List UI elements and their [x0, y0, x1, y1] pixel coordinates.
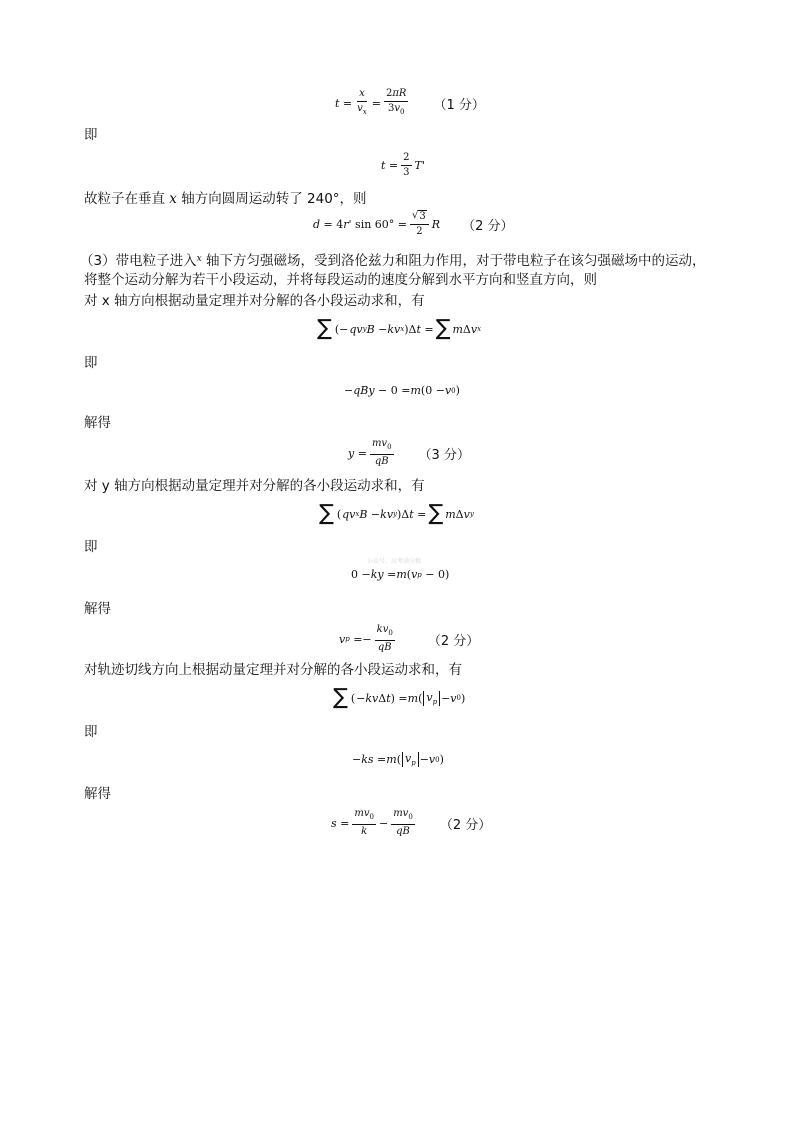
- equation-tangent-sum: ∑ ( − kv Δ t ) = m ( $v_p$ − v 0 ): [333, 685, 466, 710]
- equation-y-momentum-sum: ∑ ( qv x B − kv y )Δ t = ∑ m Δ v y: [319, 501, 474, 526]
- text-jiede-2: 解得: [84, 601, 111, 617]
- watermark: 公众号：高考满分精: [367, 558, 422, 565]
- equation-vp: v p =− $\frac{kv_0}{qB}$ （2 分）: [339, 624, 480, 653]
- equation-x-momentum-sum: ∑ (− qv y B − kv x )Δ t = ∑ m Δ v x: [317, 316, 482, 341]
- paragraph-x-momentum: 对 x 轴方向根据动量定理并对分解的各小段运动求和，有: [84, 293, 425, 309]
- text-jiede-3: 解得: [84, 786, 111, 802]
- paragraph-tangent-momentum: 对轨迹切线方向上根据动量定理并对分解的各小段运动求和，有: [84, 662, 462, 678]
- score-badge: （3 分）: [418, 447, 470, 463]
- text-jiede-1: 解得: [84, 415, 111, 431]
- text-ji-4: 即: [84, 724, 98, 740]
- equation-path-length: s = $\frac{mv_0}{k}$ − $\frac{mv_0}{qB}$ （2 分）: [331, 808, 492, 837]
- equation-y-result: 0 − ky = m ( v p − 0): [351, 568, 450, 581]
- equation-period: t = $\frac{2}{3}$ T ': [381, 152, 425, 178]
- score-badge: （2 分）: [439, 817, 492, 833]
- text-ji-3: 即: [84, 539, 98, 555]
- paragraph-y-momentum: 对 y 轴方向根据动量定理并对分解的各小段运动求和，有: [84, 478, 425, 494]
- text-rotation: 故粒子在垂直 x 轴方向圆周运动转了 240°，则: [84, 191, 367, 207]
- score-badge: （2 分）: [427, 633, 480, 649]
- equation-x-result: − qBy − 0 = m (0 − v 0 ): [344, 384, 460, 397]
- score-badge: （1 分）: [433, 97, 485, 113]
- equation-distance: d = 4 r ' sin 60° = √ 3 2 R （2 分）: [313, 210, 514, 237]
- equation-time: t = $\frac{x}{v_x}$ = $\frac{2\pi R}{3v_0}$ （1 分）: [335, 88, 485, 116]
- equation-tangent-result: − ks = m ( $v_p$ − v 0 ): [352, 752, 444, 767]
- text-ji-2: 即: [84, 355, 98, 371]
- score-badge: （2 分）: [462, 218, 514, 234]
- paragraph-part3-line2: 将整个运动分解为若干小段运动，并将每段运动的速度分解到水平方向和竖直方向，则: [84, 272, 597, 288]
- equation-y-displacement: y = $\frac{mv_0}{qB}$ （3 分）: [348, 438, 470, 467]
- paragraph-part3-line1: （3）带电粒子进入$^x$ 轴下方匀强磁场，受到洛伦兹力和阻力作用，对于带电粒子在该匀强磁场中的运动，: [80, 253, 706, 269]
- text-ji-1: 即: [84, 127, 98, 143]
